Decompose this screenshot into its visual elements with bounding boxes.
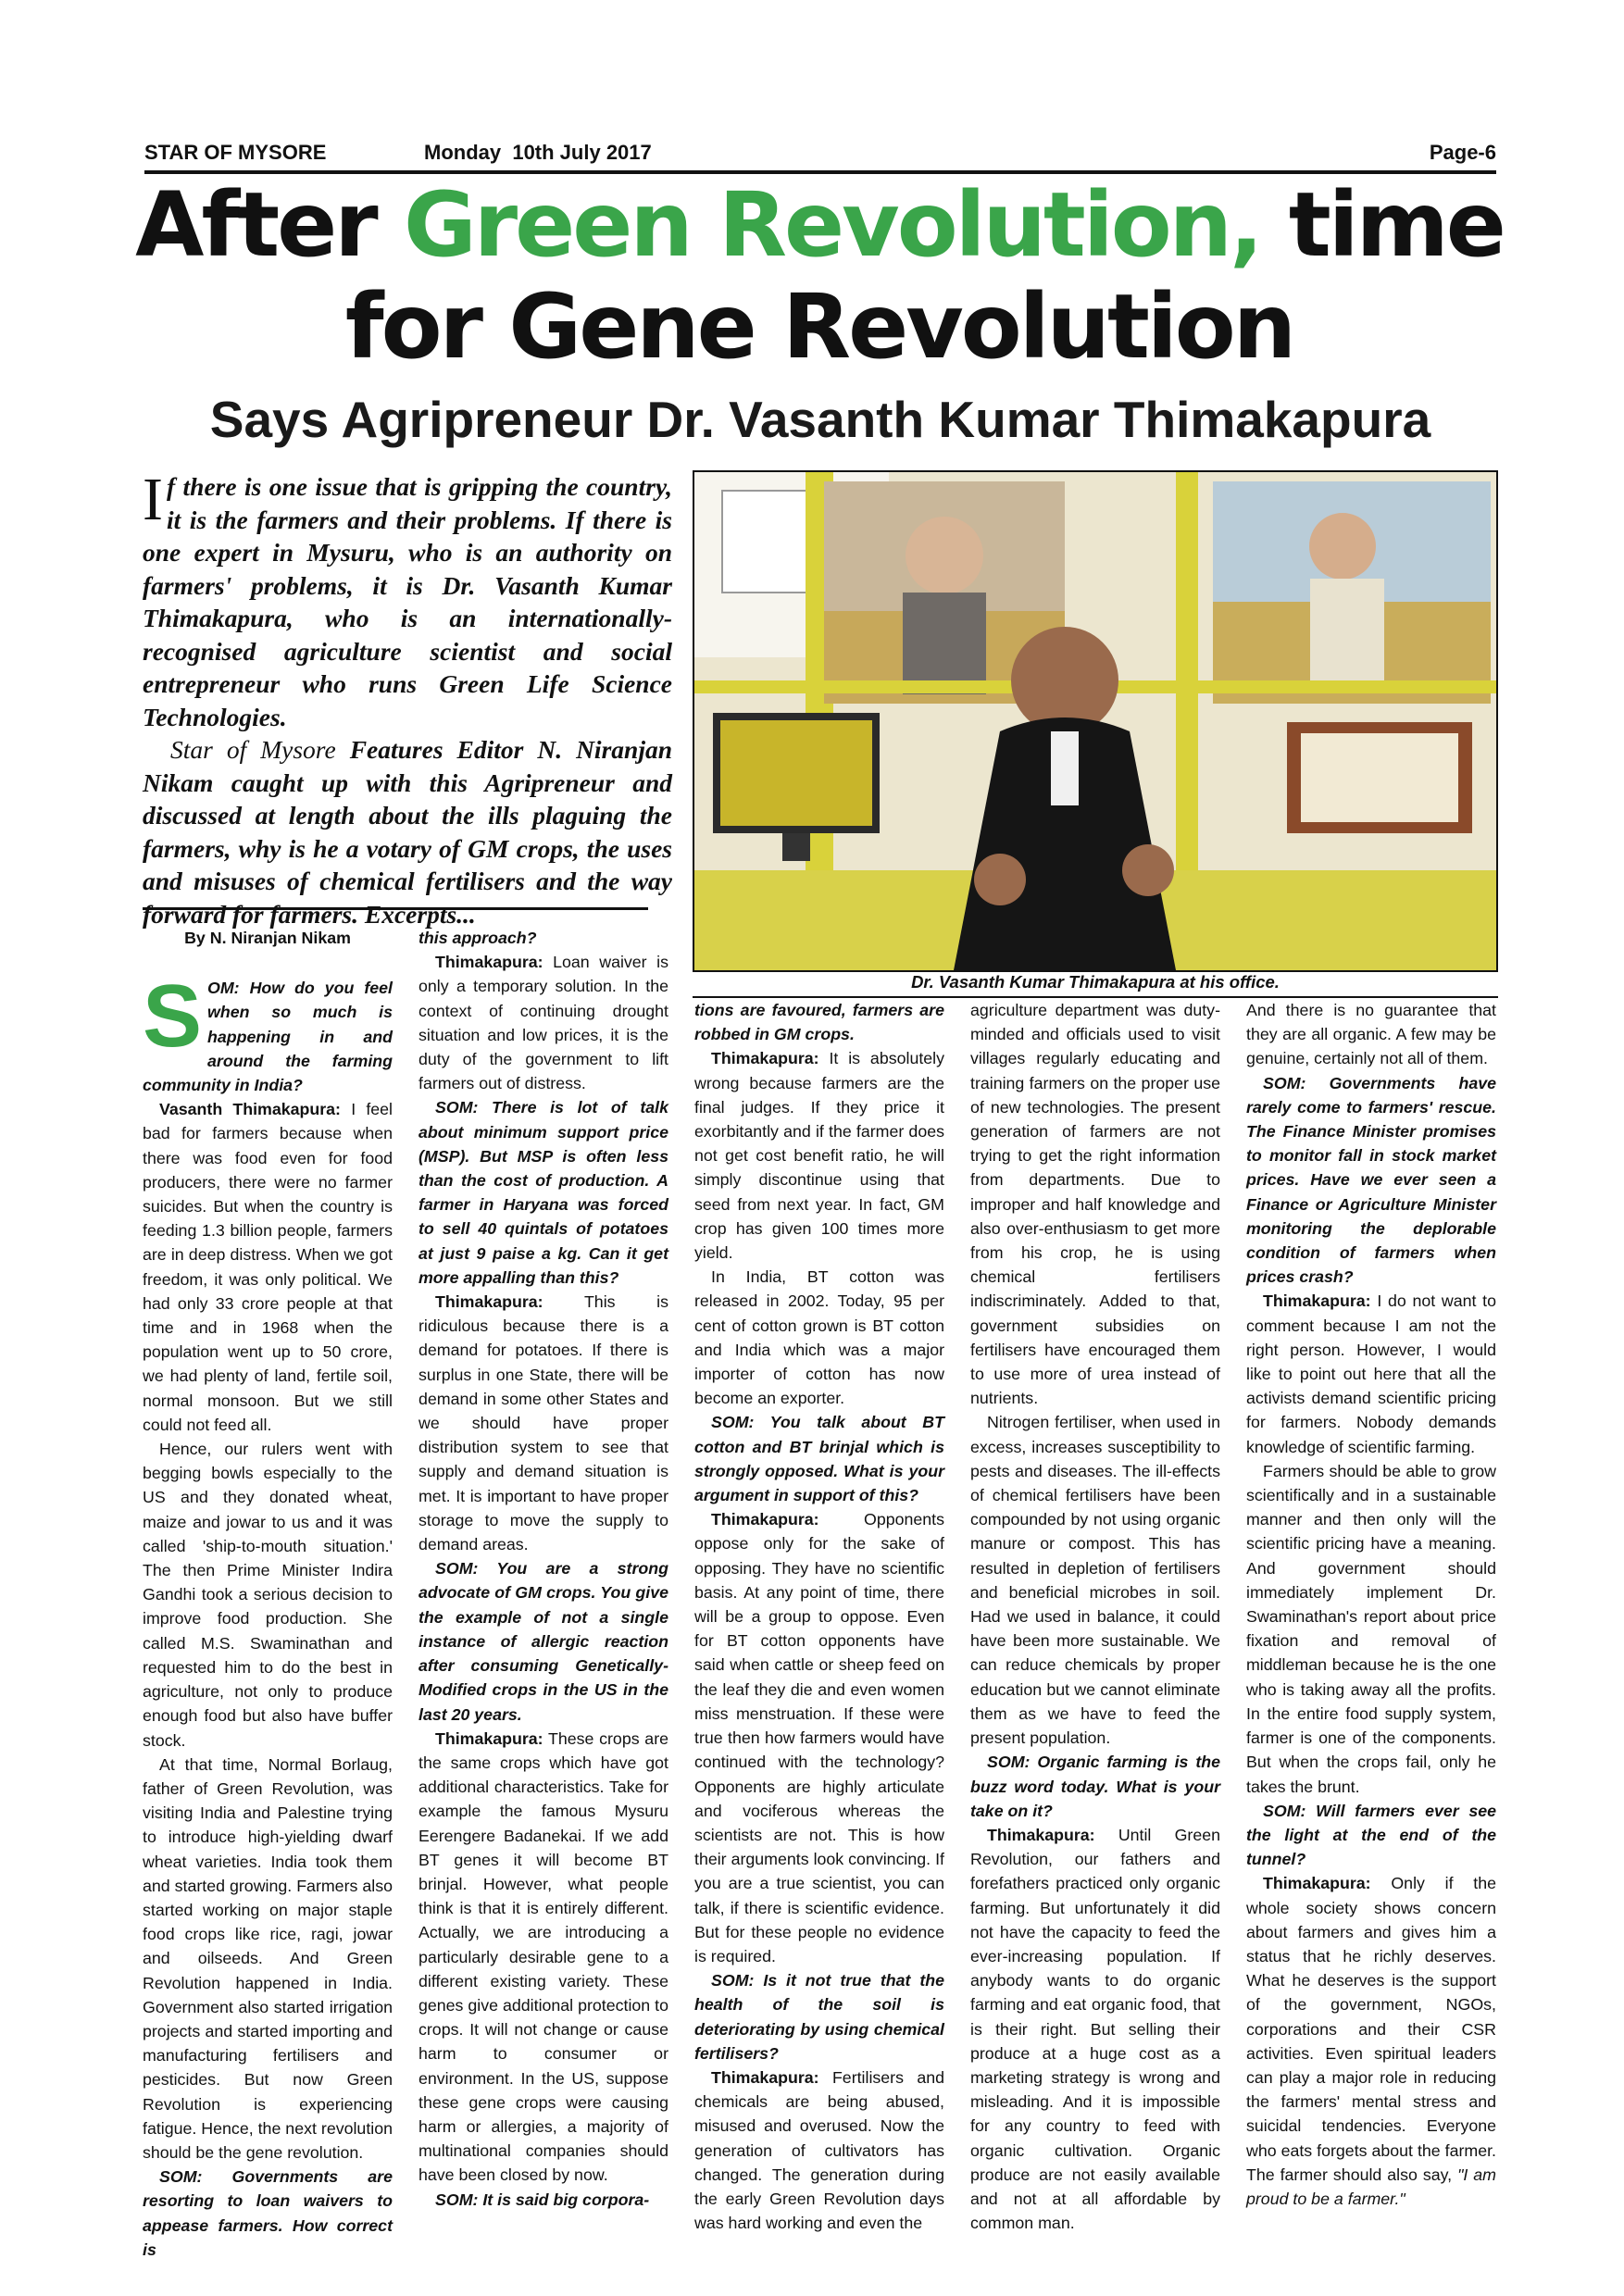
intro-pub-name: Star of Mysore — [170, 735, 336, 764]
question-6: SOM: You talk about BT cotton and BT brinjal which is strongly opposed. What is your argument in support of this? — [694, 1413, 944, 1505]
subheadline: Says Agripreneur Dr. Vasanth Kumar Thimakapura — [209, 391, 1431, 448]
answer-text: Fertilisers and chemicals are being abused, misused and overused. Now the generation of cultivators has changed. The generation during the early Green Revolution days was hard working and even the — [694, 2067, 944, 2233]
paragraph: In India, BT cotton was released in 2002. Today, 95 per cent of cotton grown is BT cotton and India which was a major importer of cotton has now become an exporter. — [694, 1267, 944, 1408]
paragraph: Nitrogen fertiliser, when used in excess, increases susceptibility to pests and diseases. The ill-effects of chemical fertilisers have been compounded by not using organic manure or compost. This has resulted in depletion of fertilisers and beneficial microbes in soil. Had we used in balance, it could have been more sustainable. We can reduce chemicals by proper education but we cannot eliminate them as we have to feed the present population. — [970, 1413, 1220, 1748]
question-2-end: this approach? — [418, 929, 537, 947]
answer-text: I feel bad for farmers because when there was food even for food producers, there were no farmer suicides. But when the country is feeding 1.3 billion people, farmers are in deep distress. When we got freedom, it was only political. We had only 33 crore people at that time and in 1968 when the population went up to 50 crore, we had plenty of land, fertile soil, normal monsoon. But we still could not feed all. — [143, 1100, 393, 1434]
speaker-label: Thimakapura: — [711, 2067, 819, 2087]
question-1: OM: How do you feel when so much is happening in and around the farming community in India? — [143, 979, 393, 1095]
question-2: SOM: Governments are resorting to loan waivers to appease farmers. How correct is — [143, 2167, 393, 2259]
question-9: SOM: Governments have rarely come to farmers' rescue. The Finance Minister promises to monitor fall in stock market prices. Have we ever seen a Finance or Agriculture Minister monitoring the deplorable condition of farmers when prices crash? — [1246, 1073, 1496, 1287]
intro-paragraph — [143, 466, 673, 930]
headline-part3: time — [1288, 173, 1504, 277]
speaker-label: Thimakapura: — [987, 1825, 1095, 1844]
speaker-label: Thimakapura: — [435, 1292, 543, 1312]
headline-line2: for Gene Revolution — [344, 275, 1294, 379]
office-photo — [693, 470, 1498, 972]
answer-text: These crops are the same crops which have got additional characteristics. Take for example the famous Mysuru Eerengere Badanekai. If we add BT genes it will become BT brinjal. However, what people think is that it is entirely different. Actually, we are introducing a particularly desirable gene to a different existing variety. These genes give additional protection to crops. It will not change or cause harm to consumer or environment. In the US, suppose these gene crops were causing harm or allergies, a majority of multinational companies should have been closed by now. — [418, 1728, 669, 2185]
intro-rest: Features Editor N. Niranjan Nikam caught up with this Agripreneur and discussed at length about the ills plaguing the farmers, why is he a votary of GM crops, the uses and misuses of chemical fertilisers and the way forward for farmers. Excerpts... — [143, 735, 673, 929]
answer-text: Loan waiver is only a temporary solution. In the context of continuing drought situation and low prices, it is the duty of the government to lift farmers out of distress. — [418, 953, 668, 1093]
article-column-1 — [143, 926, 393, 2262]
speaker-label: Thimakapura: — [711, 1049, 819, 1068]
article-column-5 — [1246, 998, 1496, 2211]
intro-lead: f there is one issue that is gripping the country, it is the farmers and their problems. If there is one expert in Mysuru, who is an authority on farmers' problems, it is Dr. Vasanth Kumar Thimakapura, who is an internationally-recognised agriculture scientist and social entrepreneur who runs Green Life Science Technologies. — [143, 472, 672, 731]
speaker-label: Thimakapura: — [435, 953, 543, 972]
masthead — [144, 139, 1496, 174]
question-3: SOM: There is lot of talk about minimum support price (MSP). But MSP is often less than the cost of production. A farmer in Haryana was forced to sell 40 quintals of potatoes at just 9 paise a kg. Can it get more appalling than this? — [418, 1098, 668, 1287]
question-4: SOM: You are a strong advocate of GM crops. You give the example of not a single instance of allergic reaction after consuming Genetically-Modified crops in the US in the last 20 years. — [418, 1559, 668, 1724]
paragraph: Hence, our rulers went with begging bowls especially to the US and they donated wheat, maize and jowar to us and it was called 'ship-to-mouth situation.' The then Prime Minister Indira Gandhi took a serious decision to improve food production. She called M.S. Swaminathan and requested him to do the best in agriculture, not only to produce enough food but also have buffer stock. — [143, 1440, 393, 1750]
issue-date: Monday 10th July 2017 — [424, 141, 652, 164]
publication-name: STAR OF MYSORE — [144, 141, 327, 164]
article-column-3 — [694, 998, 944, 2235]
answer-text: This is ridiculous because there is a demand for potatoes. If there is surplus in one State, there will be demand in some other States and we should have proper distribution system to see that supply and demand situation is met. It is important to have proper storage to move the supply to demand areas. — [418, 1292, 669, 1554]
question-5-end: tions are favoured, farmers are robbed in GM crops. — [694, 1001, 944, 1044]
answer-text: Only if the whole society shows concern about farmers and gives him a status that he richly deserves. What he deserves is the support of the government, NGOs, corporations and their CSR activities. Even spiritual leaders can play a major role in reducing the farmers' mental stress and suicidal tendencies. Everyone who eats forgets about the farmer. The farmer should also say, — [1246, 1874, 1496, 2184]
closing-quote: "I am proud to be a farmer." — [1246, 2165, 1496, 2208]
paragraph: Farmers should be able to grow scientifically and in a sustainable manner and then only will the scientific pricing have a meaning. And government should immediately implement Dr. Swaminathan's report about price fixation and removal of middleman because he is the one who is taking away all the profits. In the entire food supply system, farmer is one of the components. But when the crops fail, only he takes the brunt. — [1246, 1461, 1496, 1796]
headline-part1: After — [135, 173, 376, 277]
article-column-4 — [970, 998, 1220, 2235]
intro-dropcap: I — [143, 466, 163, 533]
intro-divider — [143, 907, 648, 910]
question-5: SOM: It is said big corpora- — [435, 2190, 650, 2209]
paragraph: And there is no guarantee that they are all organic. A few may be genuine, certainly not all of them. — [1246, 1001, 1496, 1068]
answer-text: Until Green Revolution, our fathers and forefathers practiced only organic farming. But unfortunately it did not have the capacity to feed the ever-increasing population. If anybody wants to do organic farming and eat organic food, that is their right. But selling their produce at a huge cost as a marketing strategy is wrong and misleading. And it is impossible for any country to feed with organic cultivation. Organic produce are not easily available and not at all affordable by common man. — [970, 1825, 1220, 2233]
headline-green: Green Revolution, — [403, 173, 1261, 277]
speaker-label: Thimakapura: — [1263, 1292, 1371, 1311]
photo-illustration — [694, 472, 1496, 970]
page-number: Page-6 — [1429, 141, 1496, 164]
question-10: SOM: Will farmers ever see the light at the end of the tunnel? — [1246, 1801, 1496, 1869]
answer-text: It is absolutely wrong because farmers are the final judges. If they price it exorbitantly and if the farmer does not get cost benefit ratio, he will simply discontinue using that seed from next year. In fact, GM crop has given 100 times more yield. — [694, 1049, 944, 1263]
headline — [111, 174, 1528, 378]
paragraph: agriculture department was duty-minded and officials used to visit villages regularly educating and training farmers on the proper use of new technologies. The present generation of farmers are not trying to get the right information from departments. Due to improper and half knowledge and also over-enthusiasm to get more from his crop, he is using chemical fertilisers indiscriminately. Added to that, government subsidies on fertilisers have encouraged them to use more of urea instead of nutrients. — [970, 1001, 1220, 1408]
speaker-label: Thimakapura: — [435, 1728, 543, 1748]
answer-text: I do not want to comment because I am not the right person. However, I would like to point out here that all the activists demand scientific pricing for farmers. Nobody demands knowledge of scientific farming. — [1246, 1292, 1496, 1456]
speaker-label: Vasanth Thimakapura: — [159, 1100, 341, 1119]
article-column-2 — [418, 926, 668, 2212]
speaker-label: Thimakapura: — [711, 1510, 819, 1529]
som-dropcap: S — [143, 967, 203, 1067]
question-7: SOM: Is it not true that the health of the soil is deteriorating by using chemical fertilisers? — [694, 1971, 944, 2063]
answer-text: Opponents oppose only for the sake of opposing. They have no scientific basis. At any point of time, there will be a group to oppose. Even for BT cotton opponents have said when cattle or sheep feed on the leaf they die and even women miss menstruation. If these were true then how farmers would have continued with the technology? Opponents are highly articulate and vociferous whereas the scientists are not. This is how their arguments look convincing. If you are a true scientist, you can talk, if there is scientific evidence. But for these people no evidence is required. — [694, 1510, 944, 1965]
byline: By N. Niranjan Nikam — [184, 929, 351, 947]
paragraph: At that time, Normal Borlaug, father of Green Revolution, was visiting India and Palestine trying to introduce high-yielding dwarf wheat varieties. India took them and started growing. Farmers also started working on major staple food crops like rice, ragi, jowar and oilseeds. And Green Revolution happened in India. Government also started irrigation projects and started importing and manufacturing fertilisers and pesticides. But now Green Revolution is experiencing fatigue. Hence, the next revolution should be the gene revolution. — [143, 1754, 393, 2162]
speaker-label: Thimakapura: — [1263, 1874, 1371, 1893]
question-8: SOM: Organic farming is the buzz word today. What is your take on it? — [970, 1753, 1220, 1820]
photo-caption: Dr. Vasanth Kumar Thimakapura at his office. — [693, 968, 1498, 998]
